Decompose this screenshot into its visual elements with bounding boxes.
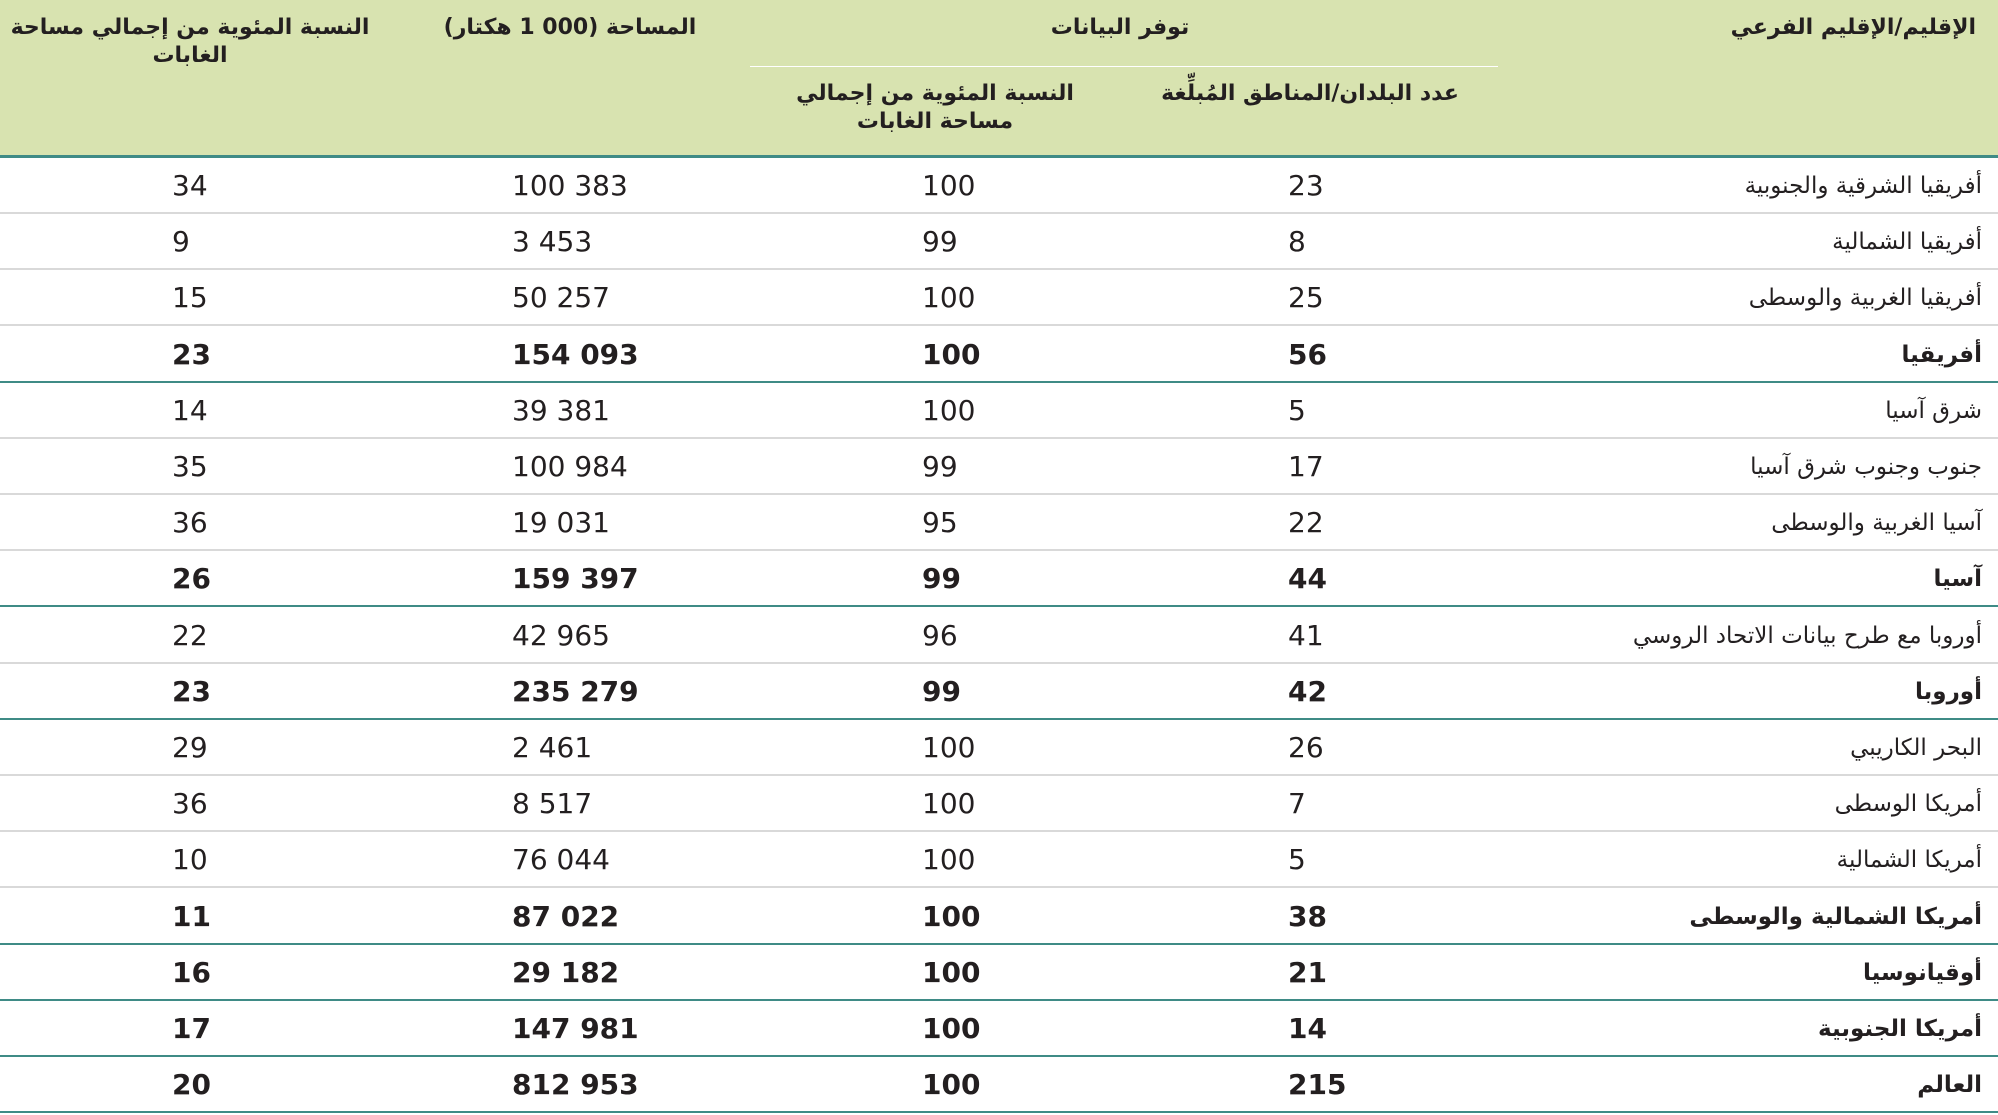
cell-region: آسيا الغربية والوسطى <box>1771 510 1982 537</box>
cell-percent-availability: 100 <box>922 169 976 202</box>
cell-region: أمريكا الوسطى <box>1834 791 1982 818</box>
cell-area: 812 953 <box>512 1068 639 1102</box>
table-row <box>0 889 1998 945</box>
table-row <box>0 945 1998 1001</box>
cell-area: 19 031 <box>512 506 610 540</box>
cell-percent-availability: 96 <box>922 618 958 652</box>
cell-percent-availability: 95 <box>922 506 958 540</box>
table-row <box>0 439 1998 495</box>
cell-countries: 26 <box>1288 731 1324 764</box>
cell-area: 147 981 <box>512 1012 639 1045</box>
cell-region: أوروبا <box>1915 678 1982 705</box>
cell-percent-total: 34 <box>172 169 208 202</box>
cell-countries: 56 <box>1288 337 1327 371</box>
cell-percent-availability: 100 <box>922 393 976 427</box>
cell-region: جنوب وجنوب شرق آسيا <box>1750 454 1982 480</box>
cell-percent-availability: 99 <box>922 674 961 708</box>
cell-percent-availability: 100 <box>922 1068 981 1102</box>
table-row <box>0 720 1998 776</box>
cell-countries: 25 <box>1288 281 1324 315</box>
cell-area: 39 381 <box>512 393 610 427</box>
cell-percent-availability: 100 <box>922 281 976 315</box>
cell-percent-availability: 100 <box>922 337 981 371</box>
cell-percent-total: 9 <box>172 225 190 259</box>
header-divider <box>750 66 1498 67</box>
cell-area: 8 517 <box>512 787 593 821</box>
table-row <box>0 214 1998 270</box>
table-row <box>0 327 1998 383</box>
cell-area: 29 182 <box>512 955 620 989</box>
table-row <box>0 664 1998 720</box>
cell-countries: 5 <box>1288 843 1306 877</box>
table-row <box>0 832 1998 888</box>
table-row <box>0 270 1998 326</box>
cell-countries: 5 <box>1288 393 1306 427</box>
cell-area: 2 461 <box>512 731 593 764</box>
cell-region: أفريقيا <box>1901 341 1982 368</box>
cell-region: شرق آسيا <box>1885 397 1982 424</box>
header-percent-total: النسبة المئوية من إجمالي مساحة الغابات <box>10 15 370 68</box>
cell-region: العالم <box>1917 1072 1982 1099</box>
cell-region: أوقيانوسيا <box>1863 959 1982 986</box>
cell-percent-total: 11 <box>172 899 211 933</box>
header-region: الإقليم/الإقليم الفرعي <box>1730 15 1976 40</box>
cell-countries: 17 <box>1288 450 1324 483</box>
cell-percent-total: 23 <box>172 337 211 371</box>
cell-countries: 41 <box>1288 618 1324 652</box>
cell-countries: 215 <box>1288 1068 1347 1102</box>
cell-percent-total: 35 <box>172 450 208 483</box>
cell-countries: 21 <box>1288 955 1327 989</box>
cell-percent-total: 36 <box>172 787 208 821</box>
cell-percent-total: 20 <box>172 1068 211 1102</box>
header-percent-availability: النسبة المئوية من إجمالي مساحة الغابات <box>796 81 1074 134</box>
cell-area: 100 984 <box>512 450 628 483</box>
cell-area: 87 022 <box>512 899 620 933</box>
header-countries-reporting: عدد البلدان/المناطق المُبلِّغة <box>1161 81 1459 106</box>
cell-percent-total: 10 <box>172 843 208 877</box>
cell-region: أفريقيا الشمالية <box>1832 229 1982 256</box>
cell-countries: 23 <box>1288 169 1324 202</box>
cell-percent-total: 14 <box>172 393 208 427</box>
cell-area: 76 044 <box>512 843 610 877</box>
table-row <box>0 551 1998 607</box>
cell-region: أوروبا مع طرح بيانات الاتحاد الروسي <box>1632 622 1982 649</box>
cell-area: 154 093 <box>512 337 639 371</box>
cell-percent-availability: 100 <box>922 787 976 821</box>
cell-area: 159 397 <box>512 562 639 596</box>
table-header <box>0 0 1998 158</box>
cell-percent-total: 16 <box>172 955 211 989</box>
table-row <box>0 1001 1998 1057</box>
cell-percent-availability: 99 <box>922 225 958 259</box>
header-data-availability: توفر البيانات <box>1050 15 1190 40</box>
cell-percent-availability: 100 <box>922 1012 981 1045</box>
cell-region: أمريكا الشمالية <box>1836 847 1982 874</box>
cell-percent-availability: 100 <box>922 899 981 933</box>
cell-area: 100 383 <box>512 169 628 202</box>
cell-area: 42 965 <box>512 618 610 652</box>
cell-countries: 22 <box>1288 506 1324 540</box>
cell-percent-total: 22 <box>172 618 208 652</box>
table-row <box>0 158 1998 214</box>
cell-percent-availability: 100 <box>922 843 976 877</box>
cell-area: 235 279 <box>512 674 639 708</box>
cell-area: 50 257 <box>512 281 610 315</box>
cell-percent-total: 15 <box>172 281 208 315</box>
table-row <box>0 776 1998 832</box>
cell-percent-availability: 100 <box>922 955 981 989</box>
table-row <box>0 495 1998 551</box>
cell-countries: 42 <box>1288 674 1327 708</box>
header-area: المساحة (000 1 هكتار) <box>443 15 697 40</box>
cell-percent-availability: 99 <box>922 450 958 483</box>
cell-region: آسيا <box>1933 566 1982 593</box>
cell-percent-total: 26 <box>172 562 211 596</box>
cell-region: أفريقيا الشرقية والجنوبية <box>1744 173 1982 199</box>
cell-countries: 38 <box>1288 899 1327 933</box>
cell-region: البحر الكاريبي <box>1850 735 1982 761</box>
cell-area: 3 453 <box>512 225 593 259</box>
table-row <box>0 383 1998 439</box>
cell-countries: 8 <box>1288 225 1306 259</box>
cell-countries: 14 <box>1288 1012 1327 1045</box>
cell-region: أمريكا الشمالية والوسطى <box>1689 903 1982 930</box>
cell-percent-total: 17 <box>172 1012 211 1045</box>
cell-region: أفريقيا الغربية والوسطى <box>1748 285 1982 312</box>
cell-percent-total: 36 <box>172 506 208 540</box>
table-row <box>0 1057 1998 1113</box>
cell-percent-total: 29 <box>172 731 208 764</box>
cell-percent-availability: 100 <box>922 731 976 764</box>
cell-countries: 44 <box>1288 562 1327 596</box>
cell-region: أمريكا الجنوبية <box>1818 1016 1982 1042</box>
cell-percent-total: 23 <box>172 674 211 708</box>
table-row <box>0 608 1998 664</box>
cell-countries: 7 <box>1288 787 1306 821</box>
cell-percent-availability: 99 <box>922 562 961 596</box>
